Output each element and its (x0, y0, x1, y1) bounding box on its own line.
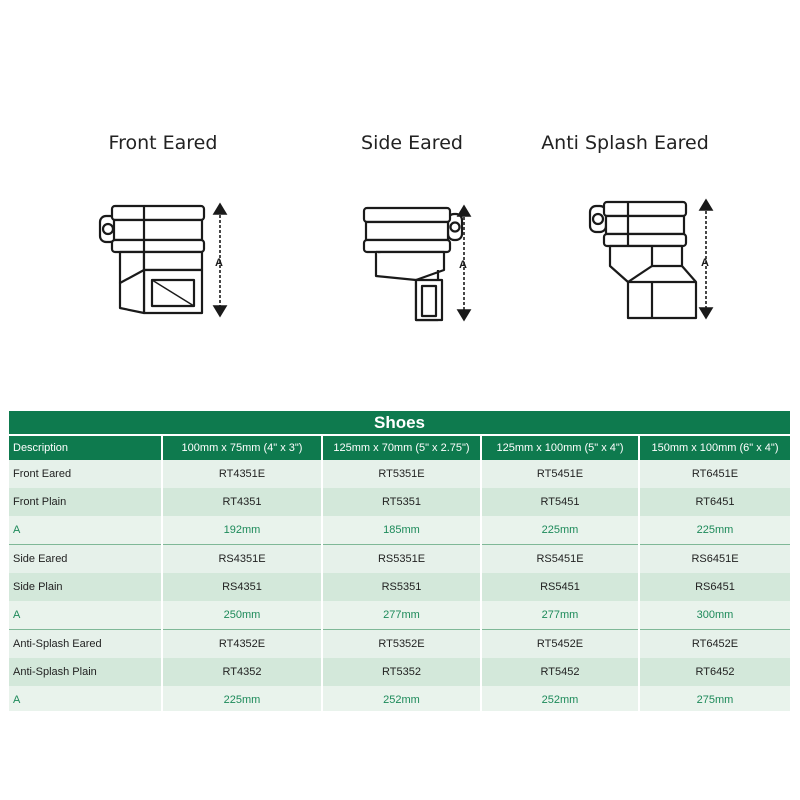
product-code-cell: RT5451 (481, 488, 639, 516)
table-row-dimension (9, 516, 790, 545)
side-eared-heading: Side Eared (361, 132, 463, 154)
product-code-cell: RT5351E (322, 460, 481, 488)
product-code-cell: RT5352 (322, 658, 481, 686)
dimension-cell: 250mm (162, 601, 322, 630)
row-description: Anti-Splash Eared (9, 630, 162, 659)
column-header-description: Description (9, 436, 162, 460)
dimension-cell: 252mm (481, 686, 639, 711)
row-description: A (9, 516, 162, 545)
dimension-cell: 277mm (481, 601, 639, 630)
anti-splash-eared-heading: Anti Splash Eared (541, 132, 709, 154)
dimension-cell: 225mm (481, 516, 639, 545)
dimension-cell: 252mm (322, 686, 481, 711)
product-code-cell: RT5452 (481, 658, 639, 686)
row-description: Front Eared (9, 460, 162, 488)
table-row (9, 460, 790, 488)
dimension-cell: 185mm (322, 516, 481, 545)
product-code-cell: RS4351E (162, 545, 322, 574)
table-header-row (9, 436, 790, 460)
side-eared-shoe-image (356, 200, 481, 325)
table-row (9, 658, 790, 686)
product-code-cell: RS5451 (481, 573, 639, 601)
dimension-cell: 300mm (639, 601, 790, 630)
shoes-table (9, 436, 790, 711)
product-code-cell: RS5351E (322, 545, 481, 574)
product-code-cell: RT5352E (322, 630, 481, 659)
product-code-cell: RT5452E (481, 630, 639, 659)
row-description: Side Eared (9, 545, 162, 574)
row-description: A (9, 601, 162, 630)
table-row-dimension (9, 686, 790, 711)
dimension-cell: 192mm (162, 516, 322, 545)
column-header-size: 150mm x 100mm (6" x 4") (639, 436, 790, 460)
row-description: Anti-Splash Plain (9, 658, 162, 686)
product-code-cell: RT4352 (162, 658, 322, 686)
table-row (9, 545, 790, 574)
dimension-cell: 277mm (322, 601, 481, 630)
product-code-cell: RS5451E (481, 545, 639, 574)
row-description: Front Plain (9, 488, 162, 516)
product-code-cell: RS6451 (639, 573, 790, 601)
front-eared-heading: Front Eared (108, 132, 218, 154)
column-header-size: 100mm x 75mm (4" x 3") (162, 436, 322, 460)
product-code-cell: RS5351 (322, 573, 481, 601)
front-eared-shoe-image (92, 198, 237, 323)
table-row (9, 573, 790, 601)
product-code-cell: RT6452 (639, 658, 790, 686)
product-code-cell: RT6452E (639, 630, 790, 659)
column-header-size: 125mm x 100mm (5" x 4") (481, 436, 639, 460)
table-title: Shoes (9, 411, 790, 436)
table-row (9, 630, 790, 659)
product-code-cell: RS4351 (162, 573, 322, 601)
row-description: Side Plain (9, 573, 162, 601)
dimension-cell: 275mm (639, 686, 790, 711)
front-dimension-label: A (215, 257, 223, 269)
table-row (9, 488, 790, 516)
side-dimension-label: A (459, 259, 467, 271)
table-row-dimension (9, 601, 790, 630)
product-code-cell: RT6451E (639, 460, 790, 488)
product-code-cell: RT4351 (162, 488, 322, 516)
product-code-cell: RS6451E (639, 545, 790, 574)
row-description: A (9, 686, 162, 711)
product-code-cell: RT4352E (162, 630, 322, 659)
product-code-cell: RT5451E (481, 460, 639, 488)
product-code-cell: RT5351 (322, 488, 481, 516)
column-header-size: 125mm x 70mm (5" x 2.75") (322, 436, 481, 460)
dimension-cell: 225mm (639, 516, 790, 545)
dimension-cell: 225mm (162, 686, 322, 711)
product-code-cell: RT4351E (162, 460, 322, 488)
shoes-table-panel (9, 411, 790, 711)
anti-dimension-label: A (701, 257, 709, 269)
product-code-cell: RT6451 (639, 488, 790, 516)
anti-splash-eared-shoe-image (586, 198, 721, 323)
